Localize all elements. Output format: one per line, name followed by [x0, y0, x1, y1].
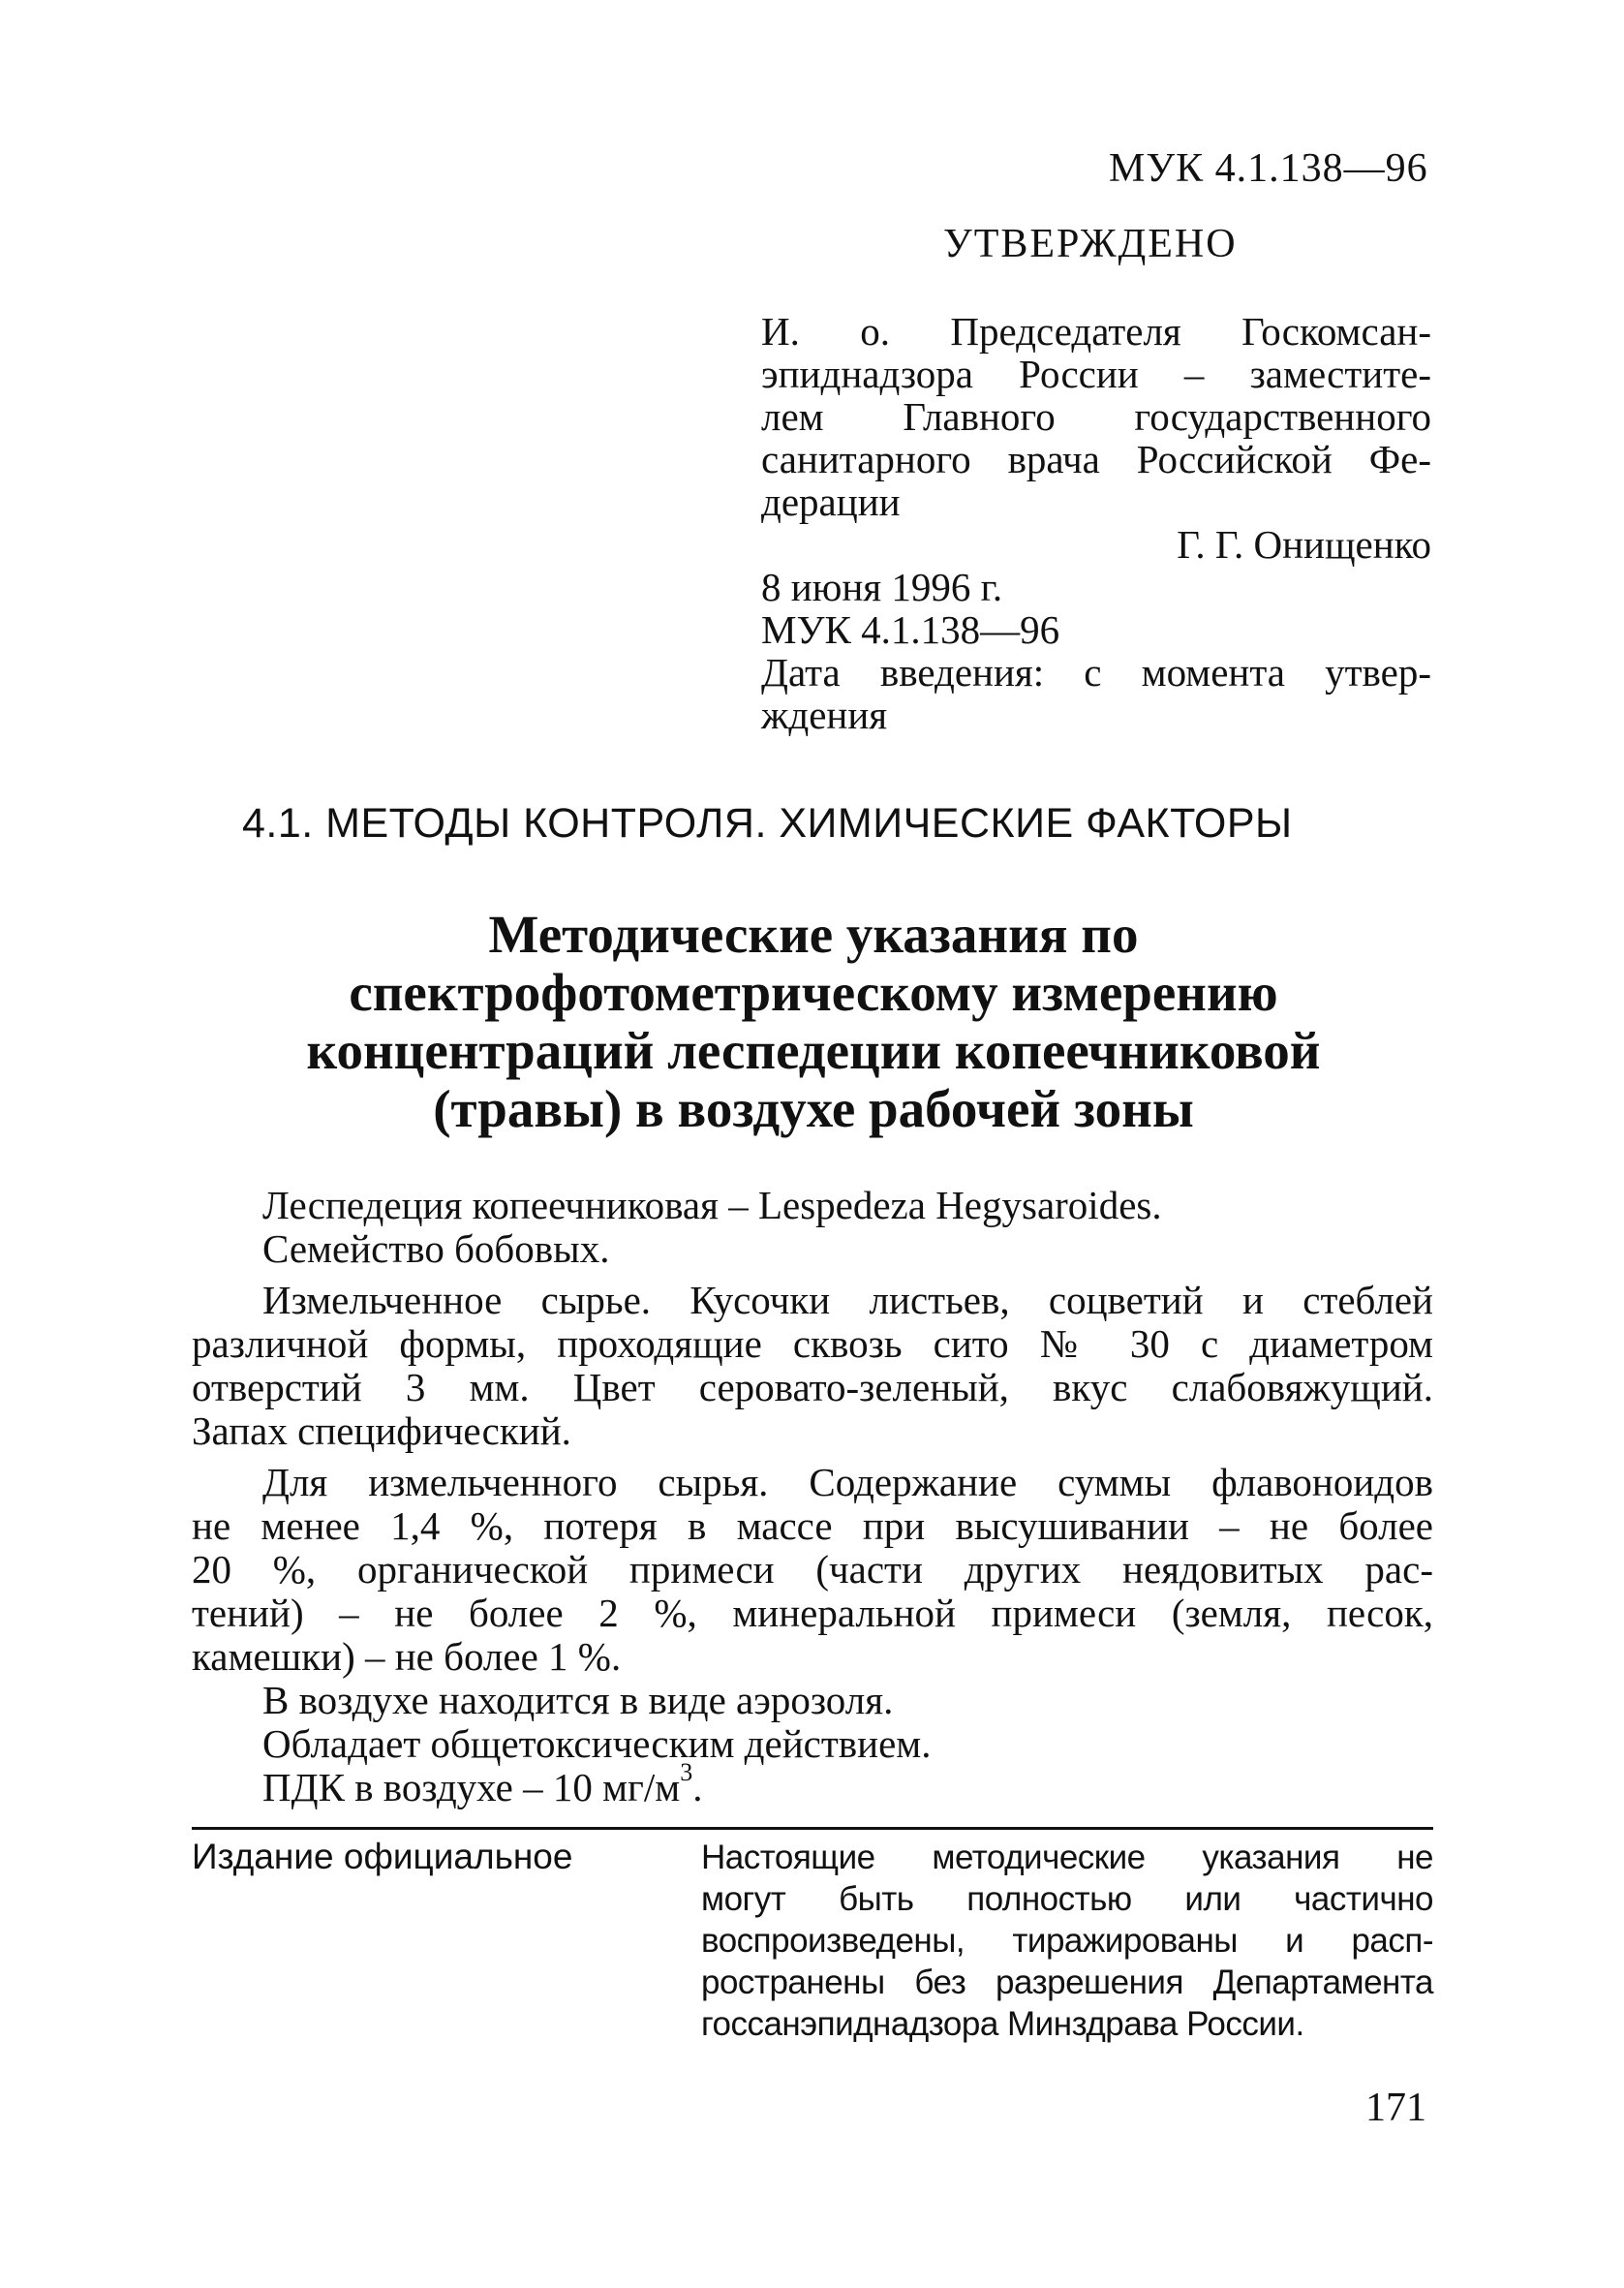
signatory-name: Г. Г. Онищенко [1177, 522, 1431, 567]
mac-line [192, 1758, 1433, 1809]
species-line: Леспедеция копеечниковая – Lespedeza Hegysaroides. [262, 1183, 1162, 1227]
section-heading: 4.1. МЕТОДЫ КОНТРОЛЯ. ХИМИЧЕСКИЕ ФАКТОРЫ [242, 800, 1293, 847]
copyright-line: ространены без разрешения Департамента [701, 1963, 1433, 2001]
mac-text: ПДК в воздухе – 10 мг/м [262, 1765, 681, 1809]
effective-date-line: ждения [761, 693, 888, 737]
footer-divider [192, 1827, 1433, 1830]
requirements-line: тений) – не более 2 %, минеральной примеси (земля, песок, [192, 1591, 1433, 1635]
family-line: Семейство бобовых. [262, 1226, 610, 1271]
document-code: МУК 4.1.138—96 [1109, 146, 1428, 191]
approval-line: эпиднадзора России – заместите- [761, 352, 1431, 396]
copyright-line: могут быть полностью или частично [701, 1880, 1433, 1918]
aerosol-line: В воздухе находится в виде аэрозоля. [262, 1678, 894, 1722]
mac-superscript: 3 [680, 1758, 693, 1787]
requirements-line: Для измельченного сырья. Содержание суммы флавоноидов [262, 1460, 1433, 1504]
approval-document-code: МУК 4.1.138—96 [761, 607, 1060, 652]
copyright-line: воспроизведены, тиражированы и расп- [701, 1922, 1433, 1960]
approval-block [761, 310, 1431, 736]
raw-material-line: различной формы, проходящие сквозь сито № 30 с диаметром [192, 1321, 1433, 1366]
raw-material-line: отверстий 3 мм. Цвет серовато-зеленый, вкус слабовяжущий. [192, 1365, 1433, 1409]
body-text [192, 1184, 1433, 1809]
approval-line: лем Главного государственного [761, 394, 1431, 439]
effective-date-line: Дата введения: с момента утвер- [761, 650, 1431, 695]
raw-material-line: Запах специфический. [192, 1408, 571, 1453]
approved-label: УТВЕРЖДЕНО [943, 222, 1238, 266]
title-line: спектрофотометрическому измерению [349, 963, 1278, 1022]
requirements-line: камешки) – не более 1 %. [192, 1634, 622, 1679]
title-line: Методические указания по [488, 905, 1139, 964]
copyright-note [701, 1837, 1433, 2045]
document-title [194, 906, 1433, 1138]
title-line: (травы) в воздухе рабочей зоны [433, 1079, 1194, 1138]
raw-material-line: Измельченное сырье. Кусочки листьев, соцветий и стеблей [262, 1278, 1433, 1322]
approval-line: санитарного врача Российской Фе- [761, 437, 1431, 481]
page-number: 171 [1365, 2086, 1426, 2130]
copyright-line: госсанэпиднадзора Минздрава России. [701, 2005, 1304, 2043]
approval-line: дерации [761, 479, 901, 524]
requirements-line: не менее 1,4 %, потеря в массе при высушивании – не более [192, 1503, 1433, 1548]
approval-line: И. о. Председателя Госкомсан- [761, 309, 1431, 354]
title-line: концентраций леспедеции копеечниковой [306, 1021, 1321, 1080]
official-edition-label: Издание официальное [192, 1837, 573, 1876]
requirements-line: 20 %, органической примеси (части других неядовитых рас- [192, 1547, 1433, 1592]
mac-end: . [692, 1765, 703, 1809]
approval-date: 8 июня 1996 г. [761, 565, 1003, 609]
toxicity-line: Обладает общетоксическим действием. [262, 1721, 932, 1766]
copyright-line: Настоящие методические указания не [701, 1839, 1433, 1876]
